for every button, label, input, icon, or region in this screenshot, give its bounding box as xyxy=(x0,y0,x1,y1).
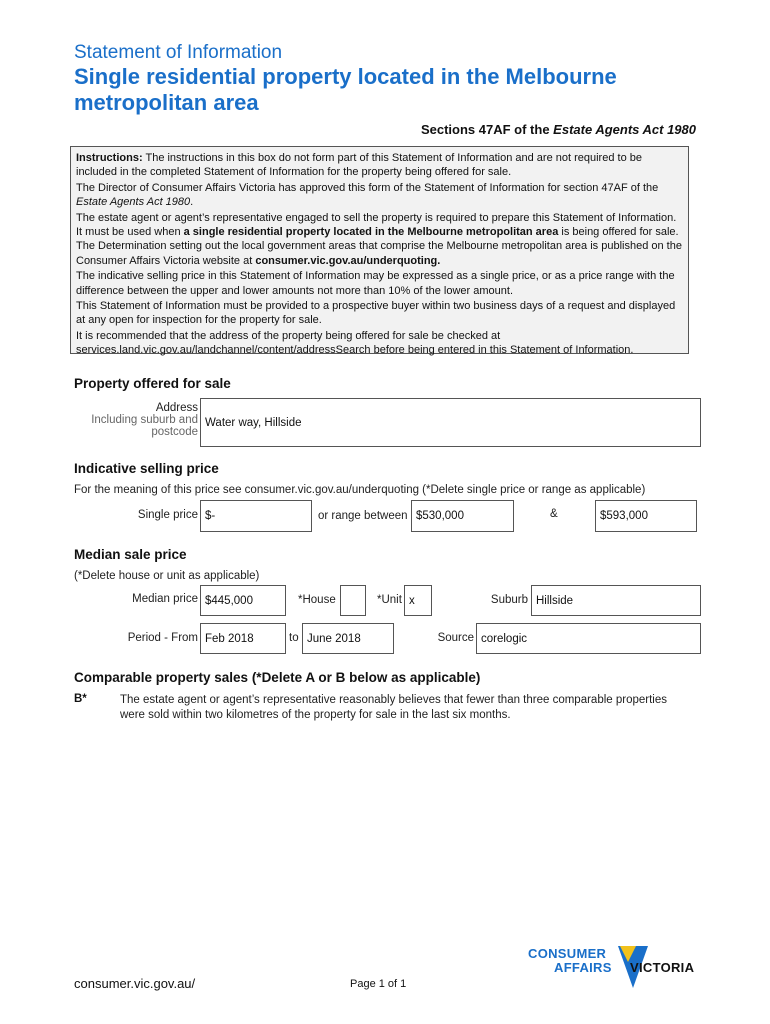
suburb-field[interactable] xyxy=(531,585,701,616)
range-high-field[interactable] xyxy=(595,500,697,532)
source-field[interactable] xyxy=(476,623,701,654)
instructions-paragraph-6: It is recommended that the address of the property being offered for sale be checked at services.land.vic.gov.au/landchannel/content/addressSearch before being entered in this Statement of Information. xyxy=(76,329,634,357)
instructions-p2-text: The Director of Consumer Affairs Victoria has approved this form of the Statement of Information for section 47AF of the xyxy=(76,181,659,194)
comparable-heading: Comparable property sales (*Delete A or B below as applicable) xyxy=(74,670,481,685)
address-label-line3: postcode xyxy=(151,426,198,438)
range-low-field[interactable] xyxy=(411,500,514,532)
sections-prefix: Sections 47AF of the xyxy=(420,122,554,137)
single-price-label: Single price xyxy=(137,509,198,521)
instructions-label: Instructions: xyxy=(76,152,143,164)
median-price-label: Median price xyxy=(132,593,198,605)
instructions-paragraph-4: The indicative selling price in this Statement of Information may be expressed as a single price, or as a price range with the difference between the upper and lower amounts not more than 10% of the lower amount. xyxy=(76,270,675,297)
source-label: Source xyxy=(437,632,474,644)
period-to-value: June 2018 xyxy=(307,632,361,645)
instructions-paragraph-3 xyxy=(76,211,683,269)
address-label-line1: Address xyxy=(155,402,198,414)
underquoting-link[interactable]: consumer.vic.gov.au/underquoting. xyxy=(255,254,441,267)
instructions-p2-act: Estate Agents Act 1980 xyxy=(76,196,191,209)
logo-text-victoria: VICTORIA xyxy=(630,960,695,975)
median-price-value: $445,000 xyxy=(205,594,253,607)
indicative-heading: Indicative selling price xyxy=(74,461,219,476)
consumer-affairs-victoria-logo xyxy=(528,944,708,992)
sections-act: Estate Agents Act 1980 xyxy=(553,122,696,137)
address-field[interactable] xyxy=(200,398,701,447)
instructions-paragraph-1 xyxy=(76,151,683,180)
instructions-paragraph-5: This Statement of Information must be provided to a prospective buyer within two business days of a request and displayed at any open for inspection for the property for sale. xyxy=(76,300,676,327)
median-note: (*Delete house or unit as applicable) xyxy=(74,570,260,582)
house-label: *House xyxy=(298,594,336,606)
option-b-text: The estate agent or agent’s representative reasonably believes that fewer than three comparable properties were sold within two kilometres of the property for sale in the last six months. xyxy=(120,694,668,721)
unit-value: x xyxy=(409,594,415,607)
range-high-value: $593,000 xyxy=(600,510,648,522)
address-label xyxy=(80,402,198,438)
legislation-reference xyxy=(421,122,696,137)
property-heading: Property offered for sale xyxy=(74,376,231,391)
address-value: Water way, Hillside xyxy=(205,416,302,429)
median-price-field[interactable] xyxy=(200,585,286,616)
single-price-field[interactable] xyxy=(200,500,312,532)
option-b-label: B* xyxy=(74,693,87,705)
instructions-paragraph-2 xyxy=(76,181,683,210)
logo-text-affairs: AFFAIRS xyxy=(554,960,612,975)
unit-field[interactable] xyxy=(404,585,432,616)
single-price-value: $- xyxy=(205,510,216,522)
source-value: corelogic xyxy=(481,632,528,645)
address-label-line2: Including suburb and xyxy=(91,414,198,426)
logo-text-consumer: CONSUMER xyxy=(528,946,607,961)
instructions-p3-b: is being offered for sale. The Determination setting out the local government areas that comprise the Melbourne metropolitan area is published on the Consumer Affairs Victoria website at xyxy=(76,226,682,267)
range-label: or range between xyxy=(318,510,408,522)
indicative-note: For the meaning of this price see consumer.vic.gov.au/underquoting (*Delete single price or range as applicable) xyxy=(74,484,646,496)
document-kicker: Statement of Information xyxy=(74,42,283,63)
document-title: Single residential property located in the Melbourne metropolitan area xyxy=(74,64,617,115)
range-ampersand: & xyxy=(550,508,558,520)
suburb-value: Hillside xyxy=(536,594,574,607)
suburb-label: Suburb xyxy=(490,594,528,606)
period-from-field[interactable] xyxy=(200,623,286,654)
instructions-p3-bold: a single residential property located in the Melbourne metropolitan area xyxy=(183,226,559,239)
page-number: Page 1 of 1 xyxy=(350,978,407,990)
house-field[interactable] xyxy=(340,585,366,616)
period-from-label: Period - From xyxy=(127,632,198,644)
range-low-value: $530,000 xyxy=(416,510,464,522)
period-to-label: to xyxy=(289,632,299,644)
unit-label: *Unit xyxy=(377,594,402,606)
median-heading: Median sale price xyxy=(74,547,187,562)
period-to-field[interactable] xyxy=(302,623,394,654)
instructions-p1-text: The instructions in this box do not form part of this Statement of Information and are not required to be included in the completed Statement of Information for the property being offered for sale. xyxy=(76,152,642,179)
instructions-p3-a: The estate agent or agent’s representative engaged to sell the property is required to prepare this Statement of Information. It must be used when xyxy=(76,211,677,239)
instructions-p2-end: . xyxy=(190,196,194,209)
period-from-value: Feb 2018 xyxy=(205,632,254,645)
instructions-box xyxy=(70,146,689,357)
footer-url[interactable]: consumer.vic.gov.au/ xyxy=(74,976,196,991)
